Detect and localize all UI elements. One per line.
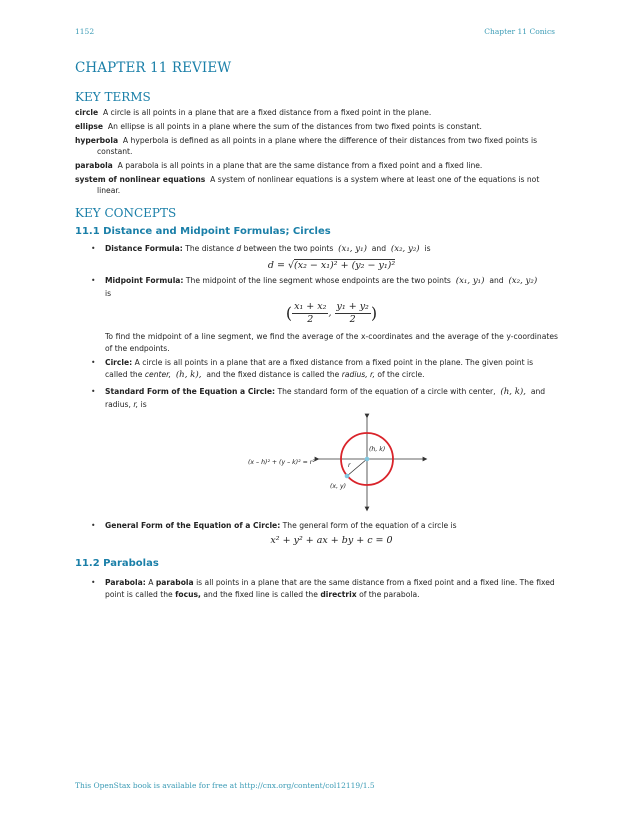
text: and	[489, 276, 504, 285]
term-definition: A hyperbola is defined as all points in a plane where the difference of their distances from two fixed points is constant.	[97, 136, 538, 156]
bullet-distance-formula	[75, 243, 558, 271]
text: The standard form of the equation of a circle with center,	[277, 387, 496, 396]
math-point: (h, k),	[500, 387, 527, 397]
concept-label: Standard Form of the Equation a Circle:	[105, 387, 276, 396]
section-11-1-bullets	[75, 243, 558, 325]
text: of the parabola.	[359, 589, 420, 599]
term-bold: directrix	[320, 589, 357, 599]
concept-label: General Form of the Equation of a Circle:	[105, 521, 281, 530]
term-label: ellipse	[75, 122, 104, 131]
term-parabola	[75, 160, 558, 171]
concept-label: Distance Formula:	[105, 244, 183, 253]
text: and	[371, 244, 387, 253]
term-bold: parabola	[155, 578, 194, 587]
circle-diagram	[75, 412, 558, 514]
term-definition: A system of nonlinear equations is a system where at least one of the equations is not linear.	[97, 175, 540, 195]
math-point: (x₁, y₁)	[455, 276, 485, 286]
key-terms-list	[75, 107, 558, 196]
label-center: (h, k)	[369, 446, 386, 453]
math-var: r,	[133, 399, 139, 409]
term-label: hyperbola	[75, 136, 119, 145]
key-terms-heading: KEY TERMS	[75, 90, 151, 104]
center-point	[365, 457, 370, 462]
text: and	[530, 387, 546, 396]
fraction-x	[292, 301, 328, 325]
term-bold: focus,	[175, 589, 201, 599]
term-italic: radius, r,	[341, 369, 375, 379]
running-header: Chapter 11 Conics	[484, 27, 555, 36]
concept-label: Midpoint Formula:	[105, 276, 184, 285]
diagram-equation: (x – h)² + (y – k)² = r²	[248, 459, 315, 466]
bullet-midpoint-formula	[75, 275, 558, 325]
denominator: 2	[307, 313, 314, 325]
distance-formula	[105, 260, 558, 272]
text: The distance	[185, 244, 234, 253]
page-number: 1152	[75, 27, 95, 36]
concept-label: Circle:	[105, 358, 133, 367]
term-hyperbola	[75, 135, 558, 157]
bullet-general-form	[75, 520, 558, 546]
chapter-title: CHAPTER 11 REVIEW	[75, 60, 232, 76]
content	[75, 60, 558, 600]
section-11-2-bullets	[75, 577, 558, 600]
term-label: circle	[75, 108, 99, 117]
term-definition: A parabola is all points in a plane that are the same distance from a fixed point and a fixed line.	[117, 161, 483, 170]
text: between the two points	[243, 244, 334, 253]
section-11-1-bullets-3	[75, 520, 558, 546]
text: and the fixed distance is called the	[206, 369, 340, 379]
term-definition: An ellipse is all points in a plane where the sum of the distances from two fixed points is constant.	[107, 122, 482, 131]
text: is	[105, 288, 112, 298]
text: radius,	[105, 399, 131, 409]
midpoint-formula: ( $\frac{\text{x₁ + x₂}}{2}$ , $\frac{\text{y₁ + y₂}}{2}$ )	[285, 301, 378, 325]
circle-point	[345, 474, 350, 479]
term-label: parabola	[75, 161, 113, 170]
math-var: d	[236, 244, 242, 253]
denominator: 2	[349, 313, 356, 325]
math-point: (x₂, y₂)	[390, 244, 420, 254]
text: The midpoint of the line segment whose endpoints are the two points	[185, 276, 451, 285]
midpoint-explanation: To find the midpoint of a line segment, we find the average of the x-coordinates and the average of the y-coordinates of the endpoints.	[105, 332, 558, 353]
text: is all points in a plane that are the same distance from a fixed point and a fixed line. The fixed point is called the	[105, 578, 555, 599]
formula-rhs: (x₂ − x₁)² + (y₂ − y₁)²	[294, 259, 396, 271]
concept-label: Parabola:	[105, 578, 146, 587]
label-radius: r	[348, 462, 351, 469]
term-ellipse	[75, 121, 558, 132]
text: is	[424, 244, 431, 253]
math-point: (x₁, y₁)	[338, 244, 367, 254]
bullet-parabola	[75, 577, 558, 600]
section-11-1-bullets-2	[75, 357, 558, 410]
text: The general form of the equation of a circle is	[282, 521, 457, 530]
term-label: system of nonlinear equations	[75, 175, 206, 184]
math-point: (x₂, y₂)	[508, 276, 538, 286]
term-system	[75, 174, 558, 196]
bullet-circle	[75, 357, 558, 381]
formula-lhs: d =	[267, 259, 285, 271]
numerator: x₁ + x₂	[294, 301, 327, 312]
footer-text: This OpenStax book is available for free at http://cnx.org/content/col12119/1.5	[75, 781, 375, 790]
label-point: (x, y)	[330, 483, 347, 490]
section-heading-11-2: 11.2 Parabolas	[75, 558, 159, 569]
key-concepts-heading: KEY CONCEPTS	[75, 206, 177, 220]
text: A circle is all points in a plane that are a fixed distance from a fixed point in the plane. The given point is called the	[105, 358, 534, 379]
text: is	[140, 399, 147, 409]
bullet-standard-form	[75, 386, 558, 410]
radical-sign: √	[287, 259, 295, 271]
general-formula: x² + y² + ax + by + c = 0	[270, 534, 393, 546]
numerator: y₁ + y₂	[336, 301, 369, 312]
term-italic: center,	[144, 369, 171, 379]
text: A	[148, 578, 154, 587]
fraction-y	[335, 301, 371, 325]
term-definition: A circle is all points in a plane that are a fixed distance from a fixed point in the plane.	[102, 108, 432, 117]
text: of the circle.	[377, 369, 425, 379]
math-point: (h, k),	[175, 369, 202, 380]
section-heading-11-1: 11.1 Distance and Midpoint Formulas; Circles	[75, 226, 331, 237]
text: and the fixed line is called the	[203, 589, 318, 599]
term-circle	[75, 107, 558, 118]
